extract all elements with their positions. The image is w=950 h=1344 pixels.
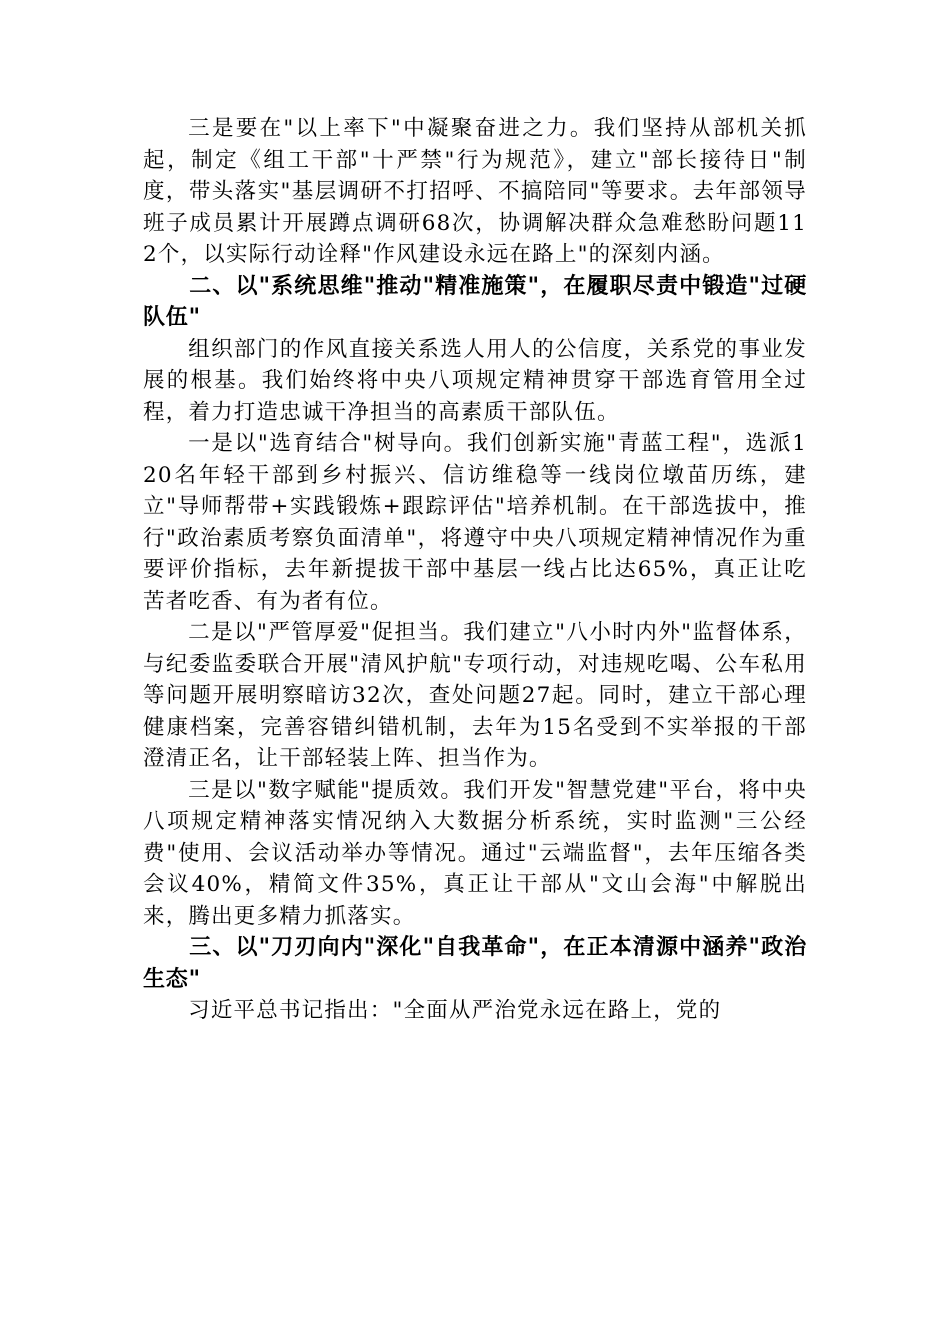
paragraph-section-two-intro: 组织部门的作风直接关系选人用人的公信度，关系党的事业发展的根基。我们始终将中央八项规定精神贯穿干部选育管用全过程，着力打造忠诚干净担当的高素质干部队伍。 xyxy=(143,336,807,425)
section-heading-two: 二、以"系统思维"推动"精准施策"，在履职尽责中锻造"过硬队伍" xyxy=(143,273,807,330)
paragraph-leading-by-example: 三是要在"以上率下"中凝聚奋进之力。我们坚持从部机关抓起，制定《组工干部"十严禁"行为规范》，建立"部长接待日"制度，带头落实"基层调研不打招呼、不搞陪同"等要求。去年部领导班子成员累计开展蹲点调研68次，协调解决群众急难愁盼问题112个，以实际行动诠释"作风建设永远在路上"的深刻内涵。 xyxy=(143,116,807,267)
section-heading-three: 三、以"刀刃向内"深化"自我革命"，在正本清源中涵养"政治生态" xyxy=(143,935,807,992)
document-body xyxy=(143,113,807,1027)
paragraph-section-three-intro: 习近平总书记指出："全面从严治党永远在路上，党的 xyxy=(188,998,722,1023)
paragraph-strict-management: 二是以"严管厚爱"促担当。我们建立"八小时内外"监督体系，与纪委监委联合开展"清风护航"专项行动，对违规吃喝、公车私用等问题开展明察暗访32次，查处问题27起。同时，建立干部心理健康档案，完善容错纠错机制，去年为15名受到不实举报的干部澄清正名，让干部轻装上阵、担当作为。 xyxy=(143,620,807,771)
paragraph-digital-empowerment: 三是以"数字赋能"提质效。我们开发"智慧党建"平台，将中央八项规定精神落实情况纳入大数据分析系统，实时监测"三公经费"使用、会议活动举办等情况。通过"云端监督"，去年压缩各类会议40%，精简文件35%，真正让干部从"文山会海"中解脱出来，腾出更多精力抓落实。 xyxy=(143,777,807,929)
paragraph-selection-training: 一是以"选育结合"树导向。我们创新实施"青蓝工程"，选派120名年轻干部到乡村振兴、信访维稳等一线岗位墩苗历练，建立"导师帮带+实践锻炼+跟踪评估"培养机制。在干部选拔中，推行"政治素质考察负面清单"，将遵守中央八项规定精神情况作为重要评价指标，去年新提拔干部中基层一线占比达65%，真正让吃苦者吃香、有为者有位。 xyxy=(143,431,807,614)
